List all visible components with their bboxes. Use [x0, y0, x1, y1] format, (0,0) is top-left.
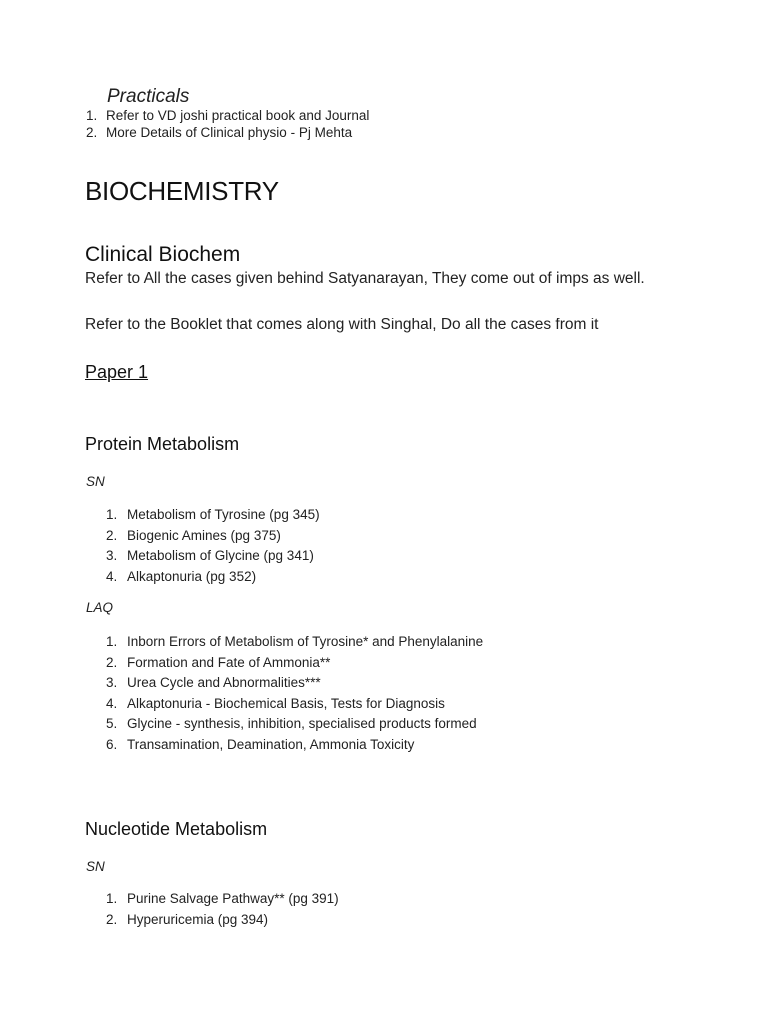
nucleotide-metabolism-heading: Nucleotide Metabolism: [85, 819, 268, 839]
sn-label: SN: [86, 859, 105, 874]
list-item: [106, 673, 483, 694]
list-text: Alkaptonuria (pg 352): [127, 568, 257, 584]
list-text: Urea Cycle and Abnormalities***: [127, 675, 321, 690]
list-text: Alkaptonuria - Biochemical Basis, Tests for Diagnosis: [127, 695, 445, 711]
sn-label: SN: [86, 474, 105, 489]
list-text: Metabolism of Glycine (pg 341): [127, 548, 314, 563]
list-item: [106, 735, 483, 756]
list-number: 2.: [106, 654, 118, 670]
list-number: 4.: [106, 695, 118, 711]
list-number: 2.: [86, 124, 98, 140]
list-number: 6.: [106, 736, 118, 752]
list-item: [106, 910, 339, 931]
list-text: Inborn Errors of Metabolism of Tyrosine* and Phenylalanine: [127, 634, 484, 649]
list-text: Metabolism of Tyrosine (pg 345): [127, 507, 320, 522]
list-item: [86, 125, 369, 142]
list-number: 1.: [106, 507, 118, 522]
paper-1-heading: Paper 1: [85, 362, 149, 382]
nucleotide-sn-list: [106, 889, 339, 930]
protein-sn-list: [106, 505, 320, 587]
list-text: Transamination, Deamination, Ammonia Toxicity: [127, 736, 415, 752]
list-text: Biogenic Amines (pg 375): [127, 527, 281, 543]
list-number: 5.: [106, 716, 118, 731]
list-item: [86, 108, 369, 125]
list-text: Glycine - synthesis, inhibition, specialised products formed: [127, 716, 477, 731]
list-number: 3.: [106, 548, 118, 563]
clinical-paragraph-2: Refer to the Booklet that comes along with Singhal, Do all the cases from it: [85, 318, 599, 333]
list-number: 1.: [86, 108, 98, 123]
protein-laq-list: [106, 632, 483, 755]
list-item: [106, 567, 320, 588]
laq-label: LAQ: [86, 600, 114, 615]
list-number: 3.: [106, 675, 118, 690]
list-number: 2.: [106, 527, 118, 543]
list-number: 1.: [106, 634, 118, 649]
practicals-heading: Practicals: [107, 86, 190, 107]
clinical-biochem-heading: Clinical Biochem: [85, 243, 241, 266]
list-item: [106, 632, 483, 653]
list-number: 4.: [106, 568, 118, 584]
list-item: [106, 694, 483, 715]
list-item: [106, 505, 320, 526]
list-number: 2.: [106, 911, 118, 927]
list-text: Formation and Fate of Ammonia**: [127, 654, 331, 670]
list-text: Refer to VD joshi practical book and Journal: [106, 108, 370, 123]
list-item: [106, 653, 483, 674]
list-text: More Details of Clinical physio - Pj Mehta: [106, 124, 353, 140]
list-item: [106, 526, 320, 547]
practicals-list: [86, 108, 369, 141]
list-text: Hyperuricemia (pg 394): [127, 911, 269, 927]
list-item: [106, 714, 483, 735]
clinical-paragraph-1: Refer to All the cases given behind Satyanarayan, They come out of imps as well.: [85, 270, 645, 287]
list-item: [106, 546, 320, 567]
biochemistry-heading: BIOCHEMISTRY: [85, 176, 279, 206]
list-text: Purine Salvage Pathway** (pg 391): [127, 891, 339, 906]
list-item: [106, 889, 339, 910]
list-number: 1.: [106, 891, 118, 906]
protein-metabolism-heading: Protein Metabolism: [85, 434, 240, 454]
